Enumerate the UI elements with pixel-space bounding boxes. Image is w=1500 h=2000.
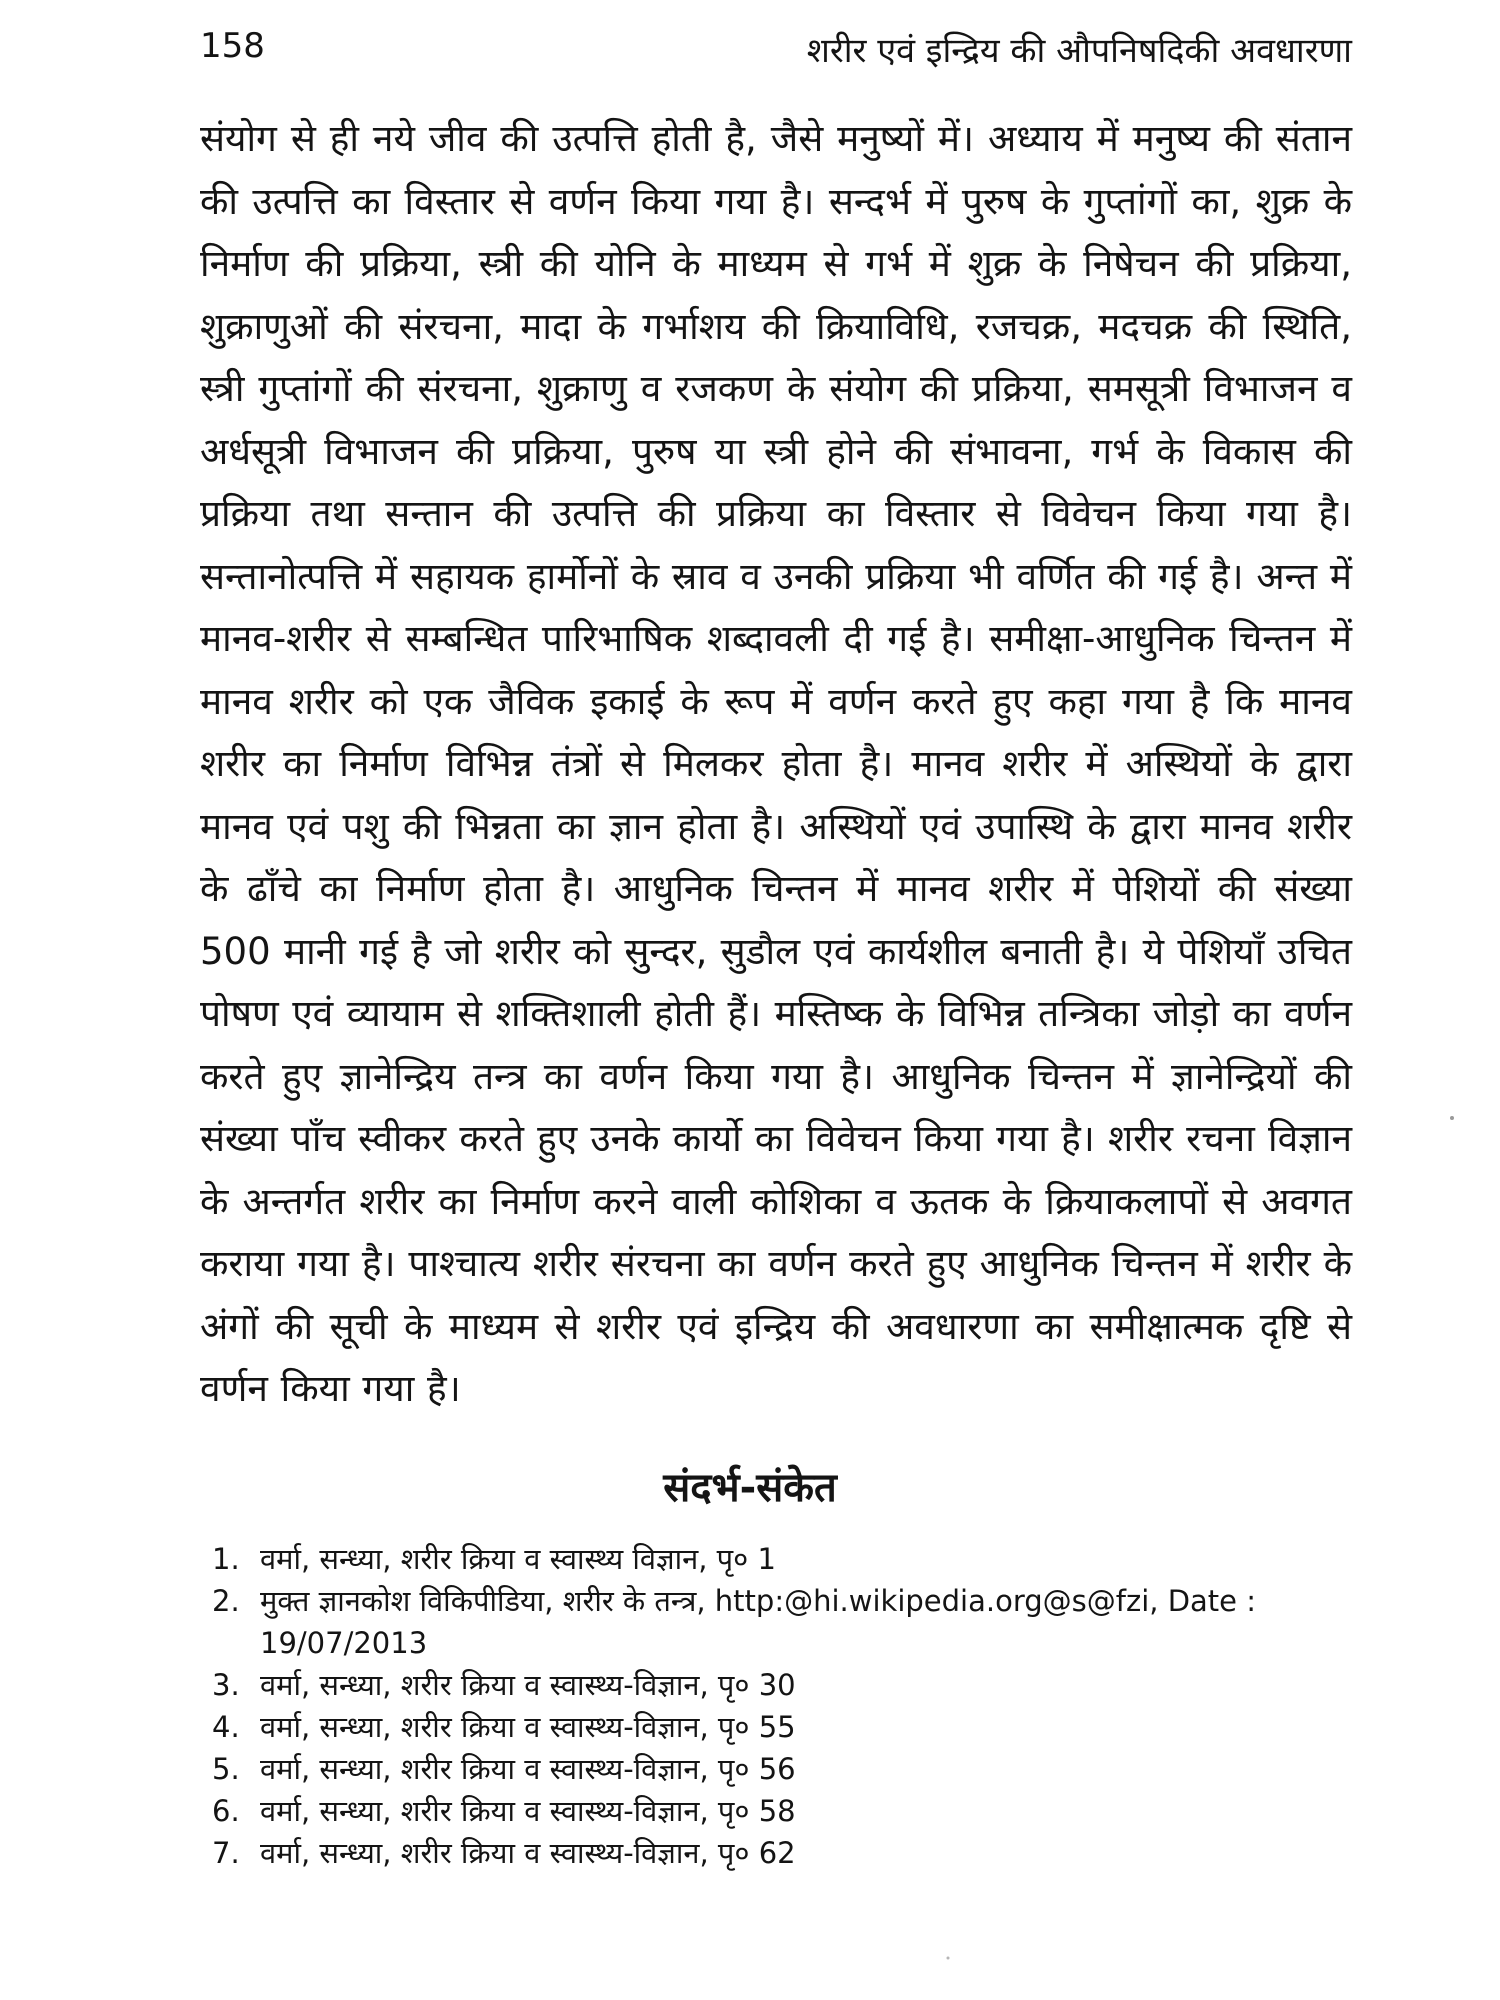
reference-number: 7.	[212, 1836, 240, 1870]
reference-item	[212, 1748, 1362, 1790]
reference-number: 4.	[212, 1710, 240, 1744]
header-title: शरीर एवं इन्द्रिय की औपनिषदिकी अवधारणा	[806, 31, 1352, 71]
reference-item	[212, 1832, 1362, 1874]
reference-text: मुक्त ज्ञानकोश विकिपीडिया, शरीर के तन्त्र, http:@hi.wikipedia.org@s@fzi, Date : 19/07/2013	[260, 1584, 1256, 1660]
reference-number: 2.	[212, 1584, 240, 1618]
reference-text: वर्मा, सन्ध्या, शरीर क्रिया व स्वास्थ्य-विज्ञान, पृ० 62	[260, 1836, 796, 1870]
reference-text: वर्मा, सन्ध्या, शरीर क्रिया व स्वास्थ्य-विज्ञान, पृ० 56	[260, 1752, 796, 1786]
page-number: 158	[200, 26, 265, 66]
scan-speck	[1450, 1116, 1454, 1120]
reference-number: 5.	[212, 1752, 240, 1786]
reference-text: वर्मा, सन्ध्या, शरीर क्रिया व स्वास्थ्य-विज्ञान, पृ० 55	[260, 1710, 796, 1744]
references-heading: संदर्भ-संकेत	[663, 1465, 837, 1511]
references-list	[212, 1538, 1362, 1874]
reference-item	[212, 1538, 1362, 1580]
reference-text: वर्मा, सन्ध्या, शरीर क्रिया व स्वास्थ्य-विज्ञान, पृ० 30	[260, 1668, 796, 1702]
reference-number: 6.	[212, 1794, 240, 1828]
body-paragraph: संयोग से ही नये जीव की उत्पत्ति होती है, जैसे मनुष्यों में। अध्याय में मनुष्य की संतान की उत्पत्ति का विस्तार से वर्णन किया गया है। सन्दर्भ में पुरुष के गुप्तांगों का, शुक्र के निर्माण की प्रक्रिया, स्त्री की योनि के माध्यम से गर्भ में शुक्र के निषेचन की प्रक्रिया, शुक्राणुओं की संरचना, मादा के गर्भाशय की क्रियाविधि, रजचक्र, मदचक्र की स्थिति, स्त्री गुप्तांगों की संरचना, शुक्राणु व रजकण के संयोग की प्रक्रिया, समसूत्री विभाजन व अर्धसूत्री विभाजन की प्रक्रिया, पुरुष या स्त्री होने की संभावना, गर्भ के विकास की प्रक्रिया तथा सन्तान की उत्पत्ति की प्रक्रिया का विस्तार से विवेचन किया गया है। सन्तानोत्पत्ति में सहायक हार्मोनों के स्राव व उनकी प्रक्रिया भी वर्णित की गई है। अन्त में मानव-शरीर से सम्बन्धित पारिभाषिक शब्दावली दी गई है। समीक्षा-आधुनिक चिन्तन में मानव शरीर को एक जैविक इकाई के रूप में वर्णन करते हुए कहा गया है कि मानव शरीर का निर्माण विभिन्न तंत्रों से मिलकर होता है। मानव शरीर में अस्थियों के द्वारा मानव एवं पशु की भिन्नता का ज्ञान होता है। अस्थियों एवं उपास्थि के द्वारा मानव शरीर के ढाँचे का निर्माण होता है। आधुनिक चिन्तन में मानव शरीर में पेशियों की संख्या 500 मानी गई है जो शरीर को सुन्दर, सुडौल एवं कार्यशील बनाती है। ये पेशियाँ उचित पोषण एवं व्यायाम से शक्तिशाली होती हैं। मस्तिष्क के विभिन्न तन्त्रिका जोड़ो का वर्णन करते हुए ज्ञानेन्द्रिय तन्त्र का वर्णन किया गया है। आधुनिक चिन्तन में ज्ञानेन्द्रियों की संख्या पाँच स्वीकर करते हुए उनके कार्यो का विवेचन किया गया है। शरीर रचना विज्ञान के अन्तर्गत शरीर का निर्माण करने वाली कोशिका व ऊतक के क्रियाकलापों से अवगत कराया गया है। पाश्चात्य शरीर संरचना का वर्णन करते हुए आधुनिक चिन्तन में शरीर के अंगों की सूची के माध्यम से शरीर एवं इन्द्रिय की अवधारणा का समीक्षात्मक दृष्टि से वर्णन किया गया है।	[200, 117, 1352, 1410]
reference-number: 1.	[212, 1542, 240, 1576]
reference-item	[212, 1580, 1362, 1664]
scan-speck	[947, 1957, 950, 1960]
reference-text: वर्मा, सन्ध्या, शरीर क्रिया व स्वास्थ्य विज्ञान, पृ० 1	[260, 1542, 776, 1576]
reference-text: वर्मा, सन्ध्या, शरीर क्रिया व स्वास्थ्य-विज्ञान, पृ० 58	[260, 1794, 796, 1828]
reference-item	[212, 1706, 1362, 1748]
reference-item	[212, 1664, 1362, 1706]
running-header	[200, 22, 1352, 78]
reference-number: 3.	[212, 1668, 240, 1702]
reference-item	[212, 1790, 1362, 1832]
